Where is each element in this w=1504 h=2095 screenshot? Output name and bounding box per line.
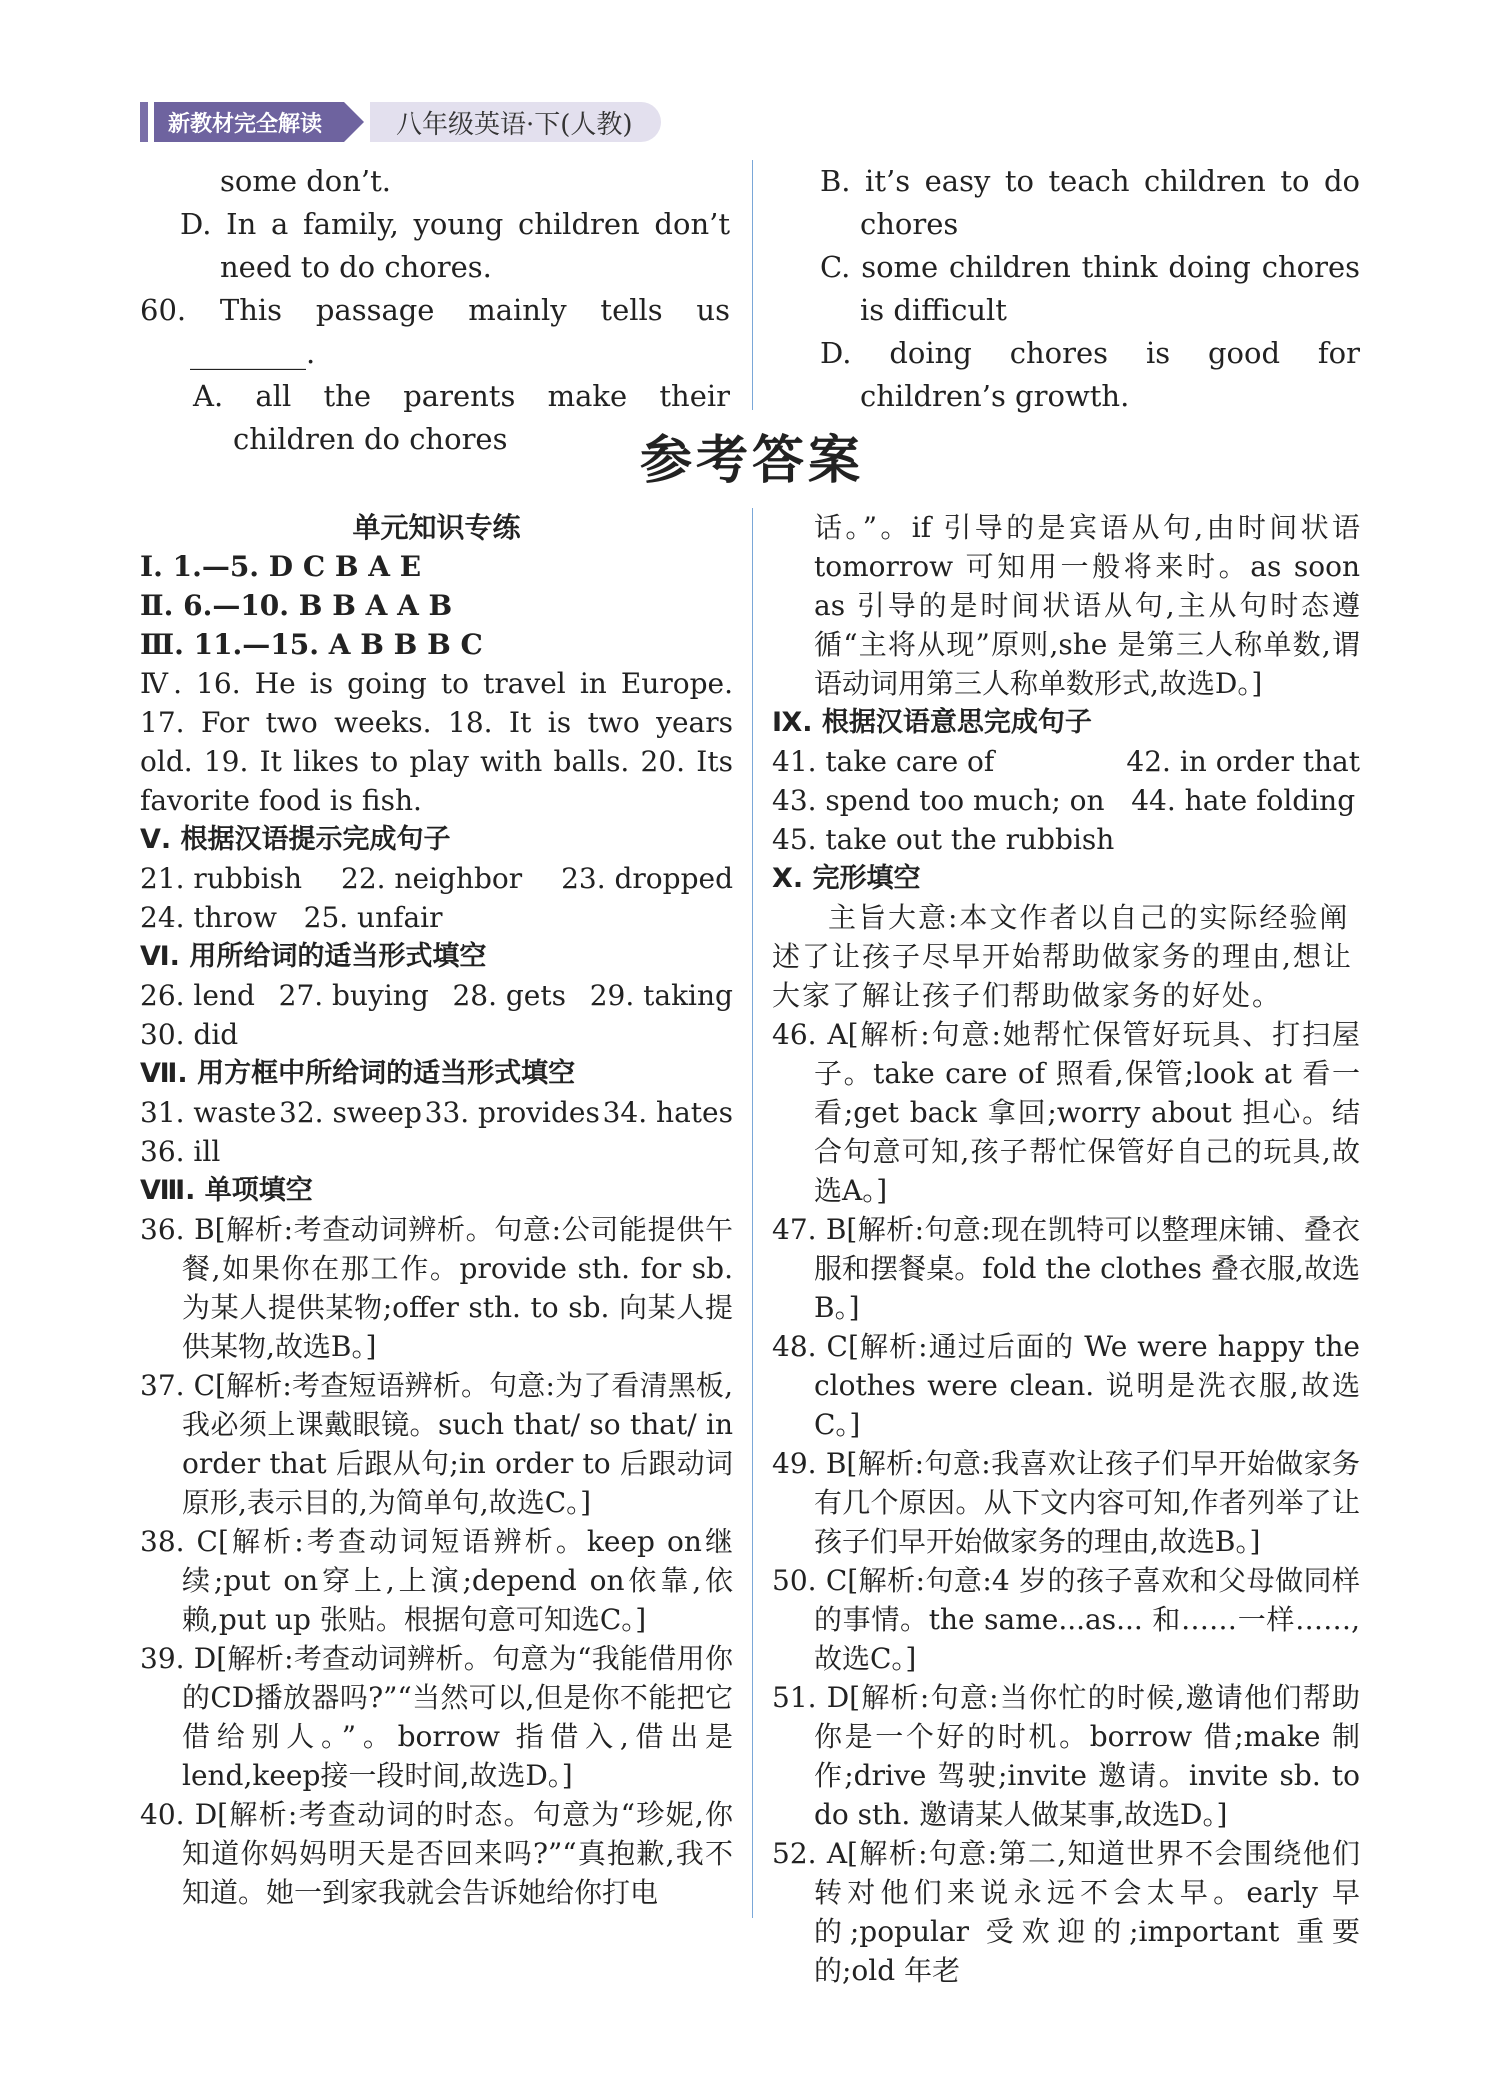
unit-practice-heading: 单元知识专练 bbox=[352, 511, 521, 544]
question-60-option-a: A. all the parents make their children do chores bbox=[193, 379, 730, 456]
answer-38: 38. C[解析:考查动词短语辨析。keep on继续;put on穿上,上演;depend on依靠,依赖,put up 张贴。根据句意可知选C。] bbox=[140, 1525, 733, 1636]
answer-39: 39. D[解析:考查动词辨析。句意为“我能借用你的CD播放器吗?”“当然可以,但是你不能把它借给别人。”。borrow 指借入,借出是lend,keep接一段时间,故选D。] bbox=[140, 1642, 733, 1792]
answer-30: 30. did bbox=[140, 1018, 239, 1051]
question-60-option-b: B. it’s easy to teach children to do chores bbox=[820, 164, 1360, 241]
answer-28: 28. gets bbox=[452, 979, 566, 1012]
header-accent-bar bbox=[140, 102, 148, 142]
answer-31: 31. waste bbox=[140, 1096, 277, 1129]
answer-46: 46. A[解析:句意:她帮忙保管好玩具、打扫屋子。take care of 照看,保管;look at 看一看;get back 拿回;worry about 担心。结合句意可知,孩子帮忙保管好自己的玩具,故选A。] bbox=[772, 1018, 1360, 1207]
answer-27: 27. buying bbox=[278, 979, 429, 1012]
option-c-end: some don’t. bbox=[220, 164, 392, 198]
section-2-answers: Ⅱ. 6.—10. B B A A B bbox=[140, 589, 453, 622]
answers-right-column bbox=[772, 508, 1382, 1990]
section-6-row bbox=[140, 976, 733, 1015]
main-idea: 主旨大意:本文作者以自己的实际经验阐述了让孩子尽早开始帮助做家务的理由,想让大家了解让孩子们帮助做家务的好处。 bbox=[772, 901, 1353, 1012]
question-60-option-c: C. some children think doing chores is difficult bbox=[820, 250, 1360, 327]
answer-34: 34. hates bbox=[602, 1096, 733, 1129]
answer-23: 23. dropped bbox=[561, 862, 733, 895]
section-7-row bbox=[140, 1093, 733, 1132]
header-book-title: 新教材完全解读 bbox=[154, 102, 344, 142]
answer-41: 41. take care of bbox=[772, 745, 995, 778]
answer-36: 36. B[解析:考查动词辨析。句意:公司能提供午餐,如果你在那工作。provide sth. for sb. 为某人提供某物;offer sth. to sb. 向某人提供某物,故选B。] bbox=[140, 1213, 733, 1363]
answer-33: 33. provides bbox=[424, 1096, 600, 1129]
section-7-heading: Ⅶ. 用方框中所给词的适当形式填空 bbox=[140, 1058, 576, 1089]
answers-43-45: 43. spend too much; on 44. hate folding 45. take out the rubbish bbox=[772, 784, 1382, 856]
answer-49: 49. B[解析:句意:我喜欢让孩子们早开始做家务有几个原因。从下文内容可知,作者列举了让孩子们早开始做家务的理由,故选B。] bbox=[772, 1447, 1360, 1558]
answer-40-continued: 话。”。if 引导的是宾语从句,由时间状语 tomorrow 可知用一般将来时。as soon as 引导的是时间状语从句,主从句时态遵循“主将从现”原则,she 是第三人称单数,谓语动词用第三人称单数形式,故选D。] bbox=[814, 511, 1360, 700]
top-column-divider bbox=[752, 160, 753, 410]
section-5-heading: Ⅴ. 根据汉语提示完成句子 bbox=[140, 824, 451, 855]
section-10-heading: Ⅹ. 完形填空 bbox=[772, 863, 921, 894]
answer-52: 52. A[解析:句意:第二,知道世界不会围绕他们转对他们来说永远不会太早。early 早的;popular 受欢迎的;important 重要的;old 年老 bbox=[772, 1837, 1360, 1987]
section-6-heading: Ⅵ. 用所给词的适当形式填空 bbox=[140, 941, 487, 972]
answer-32: 32. sweep bbox=[279, 1096, 422, 1129]
answer-40: 40. D[解析:考查动词的时态。句意为“珍妮,你知道你妈妈明天是否回来吗?”“真抱歉,我不知道。她一到家我就会告诉她给你打电 bbox=[140, 1798, 733, 1909]
question-60-option-d: D. doing chores is good for children’s growth. bbox=[820, 336, 1360, 413]
running-header bbox=[140, 100, 661, 144]
answer-48: 48. C[解析:通过后面的 We were happy the clothes were clean. 说明是洗衣服,故选C。] bbox=[772, 1330, 1360, 1441]
answer-42: 42. in order that bbox=[1126, 745, 1360, 778]
answer-36-ill: 36. ill bbox=[140, 1135, 221, 1168]
answer-29: 29. taking bbox=[589, 979, 733, 1012]
section-9-row bbox=[772, 742, 1360, 781]
answer-51: 51. D[解析:句意:当你忙的时候,邀请他们帮助你是一个好的时机。borrow 借;make 制作;drive 驾驶;invite 邀请。invite sb. to do sth. 邀请某人做某事,故选D。] bbox=[772, 1681, 1360, 1831]
section-3-answers: Ⅲ. 11.—15. A B B B C bbox=[140, 628, 483, 661]
section-4-answers: Ⅳ. 16. He is going to travel in Europe. 17. For two weeks. 18. It is two years old. 19. It likes to play with balls. 20. Its favorite food is fish. bbox=[140, 667, 733, 817]
answer-key-title: 参考答案 bbox=[639, 431, 864, 491]
answer-37: 37. C[解析:考查短语辨析。句意:为了看清黑板,我必须上课戴眼镜。such that/ so that/ in order that 后跟从句;in order to 后跟动词原形,表示目的,为简单句,故选C。] bbox=[140, 1369, 733, 1519]
answer-22: 22. neighbor bbox=[341, 862, 523, 895]
answer-26: 26. lend bbox=[140, 979, 255, 1012]
answers-left-column bbox=[140, 508, 733, 1912]
top-left-column bbox=[140, 160, 730, 461]
answer-47: 47. B[解析:句意:现在凯特可以整理床铺、叠衣服和摆餐桌。fold the clothes 叠衣服,故选B。] bbox=[772, 1213, 1360, 1324]
header-subject: 八年级英语·下(人教) bbox=[370, 102, 661, 142]
top-right-column bbox=[820, 160, 1360, 418]
section-1-answers: Ⅰ. 1.—5. D C B A E bbox=[140, 550, 422, 583]
section-5-row bbox=[140, 859, 733, 898]
answer-21: 21. rubbish bbox=[140, 862, 303, 895]
section-8-heading: Ⅷ. 单项填空 bbox=[140, 1175, 313, 1206]
section-9-heading: Ⅸ. 根据汉语意思完成句子 bbox=[772, 707, 1092, 738]
answers-24-25: 24. throw 25. unfair bbox=[140, 901, 443, 934]
question-60: 60. This passage mainly tells us ________. bbox=[140, 293, 730, 370]
answers-column-divider bbox=[752, 508, 753, 1918]
answer-50: 50. C[解析:句意:4 岁的孩子喜欢和父母做同样的事情。the same...as... 和……一样……,故选C。] bbox=[772, 1564, 1360, 1675]
question-59-option-d: D. In a family, young children don’t need to do chores. bbox=[180, 207, 730, 284]
